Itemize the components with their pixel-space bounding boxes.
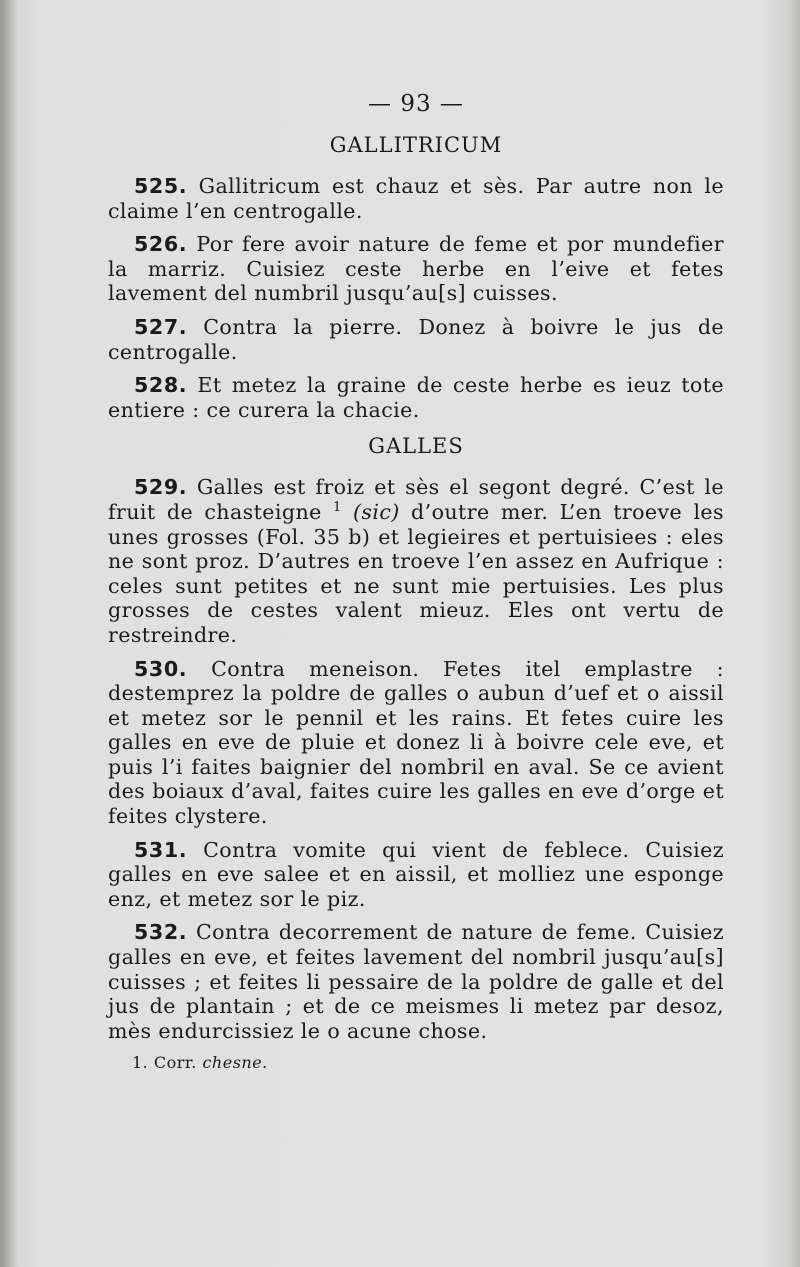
footnote-word: chesne. (202, 1053, 268, 1073)
paragraph-525 (108, 174, 724, 223)
paragraph-number: 527. (134, 314, 188, 339)
page-number: — 93 — (368, 91, 464, 117)
paragraph-text: d’outre mer. L’en troeve les unes grosses (Fol. 35 b) et legieires et pertuisiees : eles ne sont proz. D’autres en troeve l’en assez en Aufrique : celes sunt petites et ne sunt mie pertuisies. Les plus grosses de cestes valent mieuz. Eles ont vertu de restreindre. (108, 499, 724, 647)
text-block (108, 86, 724, 1074)
paragraph-text: Contra meneison. Fetes itel emplastre : destemprez la poldre de galles o aubun d’uef et o aissil et metez sor le pennil et les rains. Et fetes cuire les galles en eve de pluie et donez li à boivre cele eve, et puis l’i faites baignier del nombril en aval. Se ce avient des boiaux d’aval, faites cuire les galles en eve d’orge et feites clystere. (108, 656, 724, 829)
paragraph-number: 528. (134, 373, 188, 398)
paragraph-number: 532. (134, 920, 188, 945)
paragraph-number: 526. (134, 232, 188, 257)
paragraph-number: 525. (134, 174, 188, 198)
footnote (132, 1052, 724, 1074)
paragraph-text: Por fere avoir nature de feme et por mundefier la marriz. Cuisiez ceste herbe en l’eive et fetes lavement del numbril jusqu’au[s] cuisses. (108, 232, 724, 306)
paragraph-number: 529. (134, 475, 188, 500)
section-title-gallitricum: GALLITRICUM (329, 133, 503, 157)
paragraph-number: 530. (134, 656, 188, 681)
paragraph-531 (108, 838, 724, 912)
paragraph-530 (108, 657, 724, 829)
paragraph-532 (108, 920, 724, 1043)
paragraph-text: Et metez la graine de ceste herbe es ieuz tote entiere : ce curera la chacie. (108, 373, 724, 422)
page-edge-shadow (0, 0, 18, 1267)
footnote-label: 1. Corr. (132, 1053, 197, 1073)
paragraph-527 (108, 315, 724, 364)
paragraph-text: Gallitricum est chauz et sès. Par autre non le claime l’en centrogalle. (108, 174, 724, 223)
paragraph-528 (108, 373, 724, 422)
paragraph-526 (108, 232, 724, 306)
paragraph-text: Galles est froiz et sès el segont degré. C’est le fruit de chasteigne (108, 475, 724, 524)
section-title-galles: GALLES (368, 434, 464, 459)
sic-note: (sic) (341, 499, 400, 524)
paragraph-number: 531. (134, 837, 188, 862)
paragraph-text: Contra la pierre. Donez à boivre le jus de centrogalle. (108, 314, 724, 364)
paragraph-text: Contra vomite qui vient de feblece. Cuisiez galles en eve salee et en aissil, et molliez une esponge enz, et metez sor le piz. (108, 837, 724, 911)
paragraph-529 (108, 475, 724, 647)
paragraph-text: Contra decorrement de nature de feme. Cuisiez galles en eve, et feites lavement del nombril jusqu’au[s] cuisses ; et feites li pessaire de la poldre de galle et del jus de plantain ; et de ce meismes li metez par desoz, mès endurcissiez le o acune chose. (108, 920, 724, 1043)
footnote-marker: 1 (333, 500, 342, 516)
